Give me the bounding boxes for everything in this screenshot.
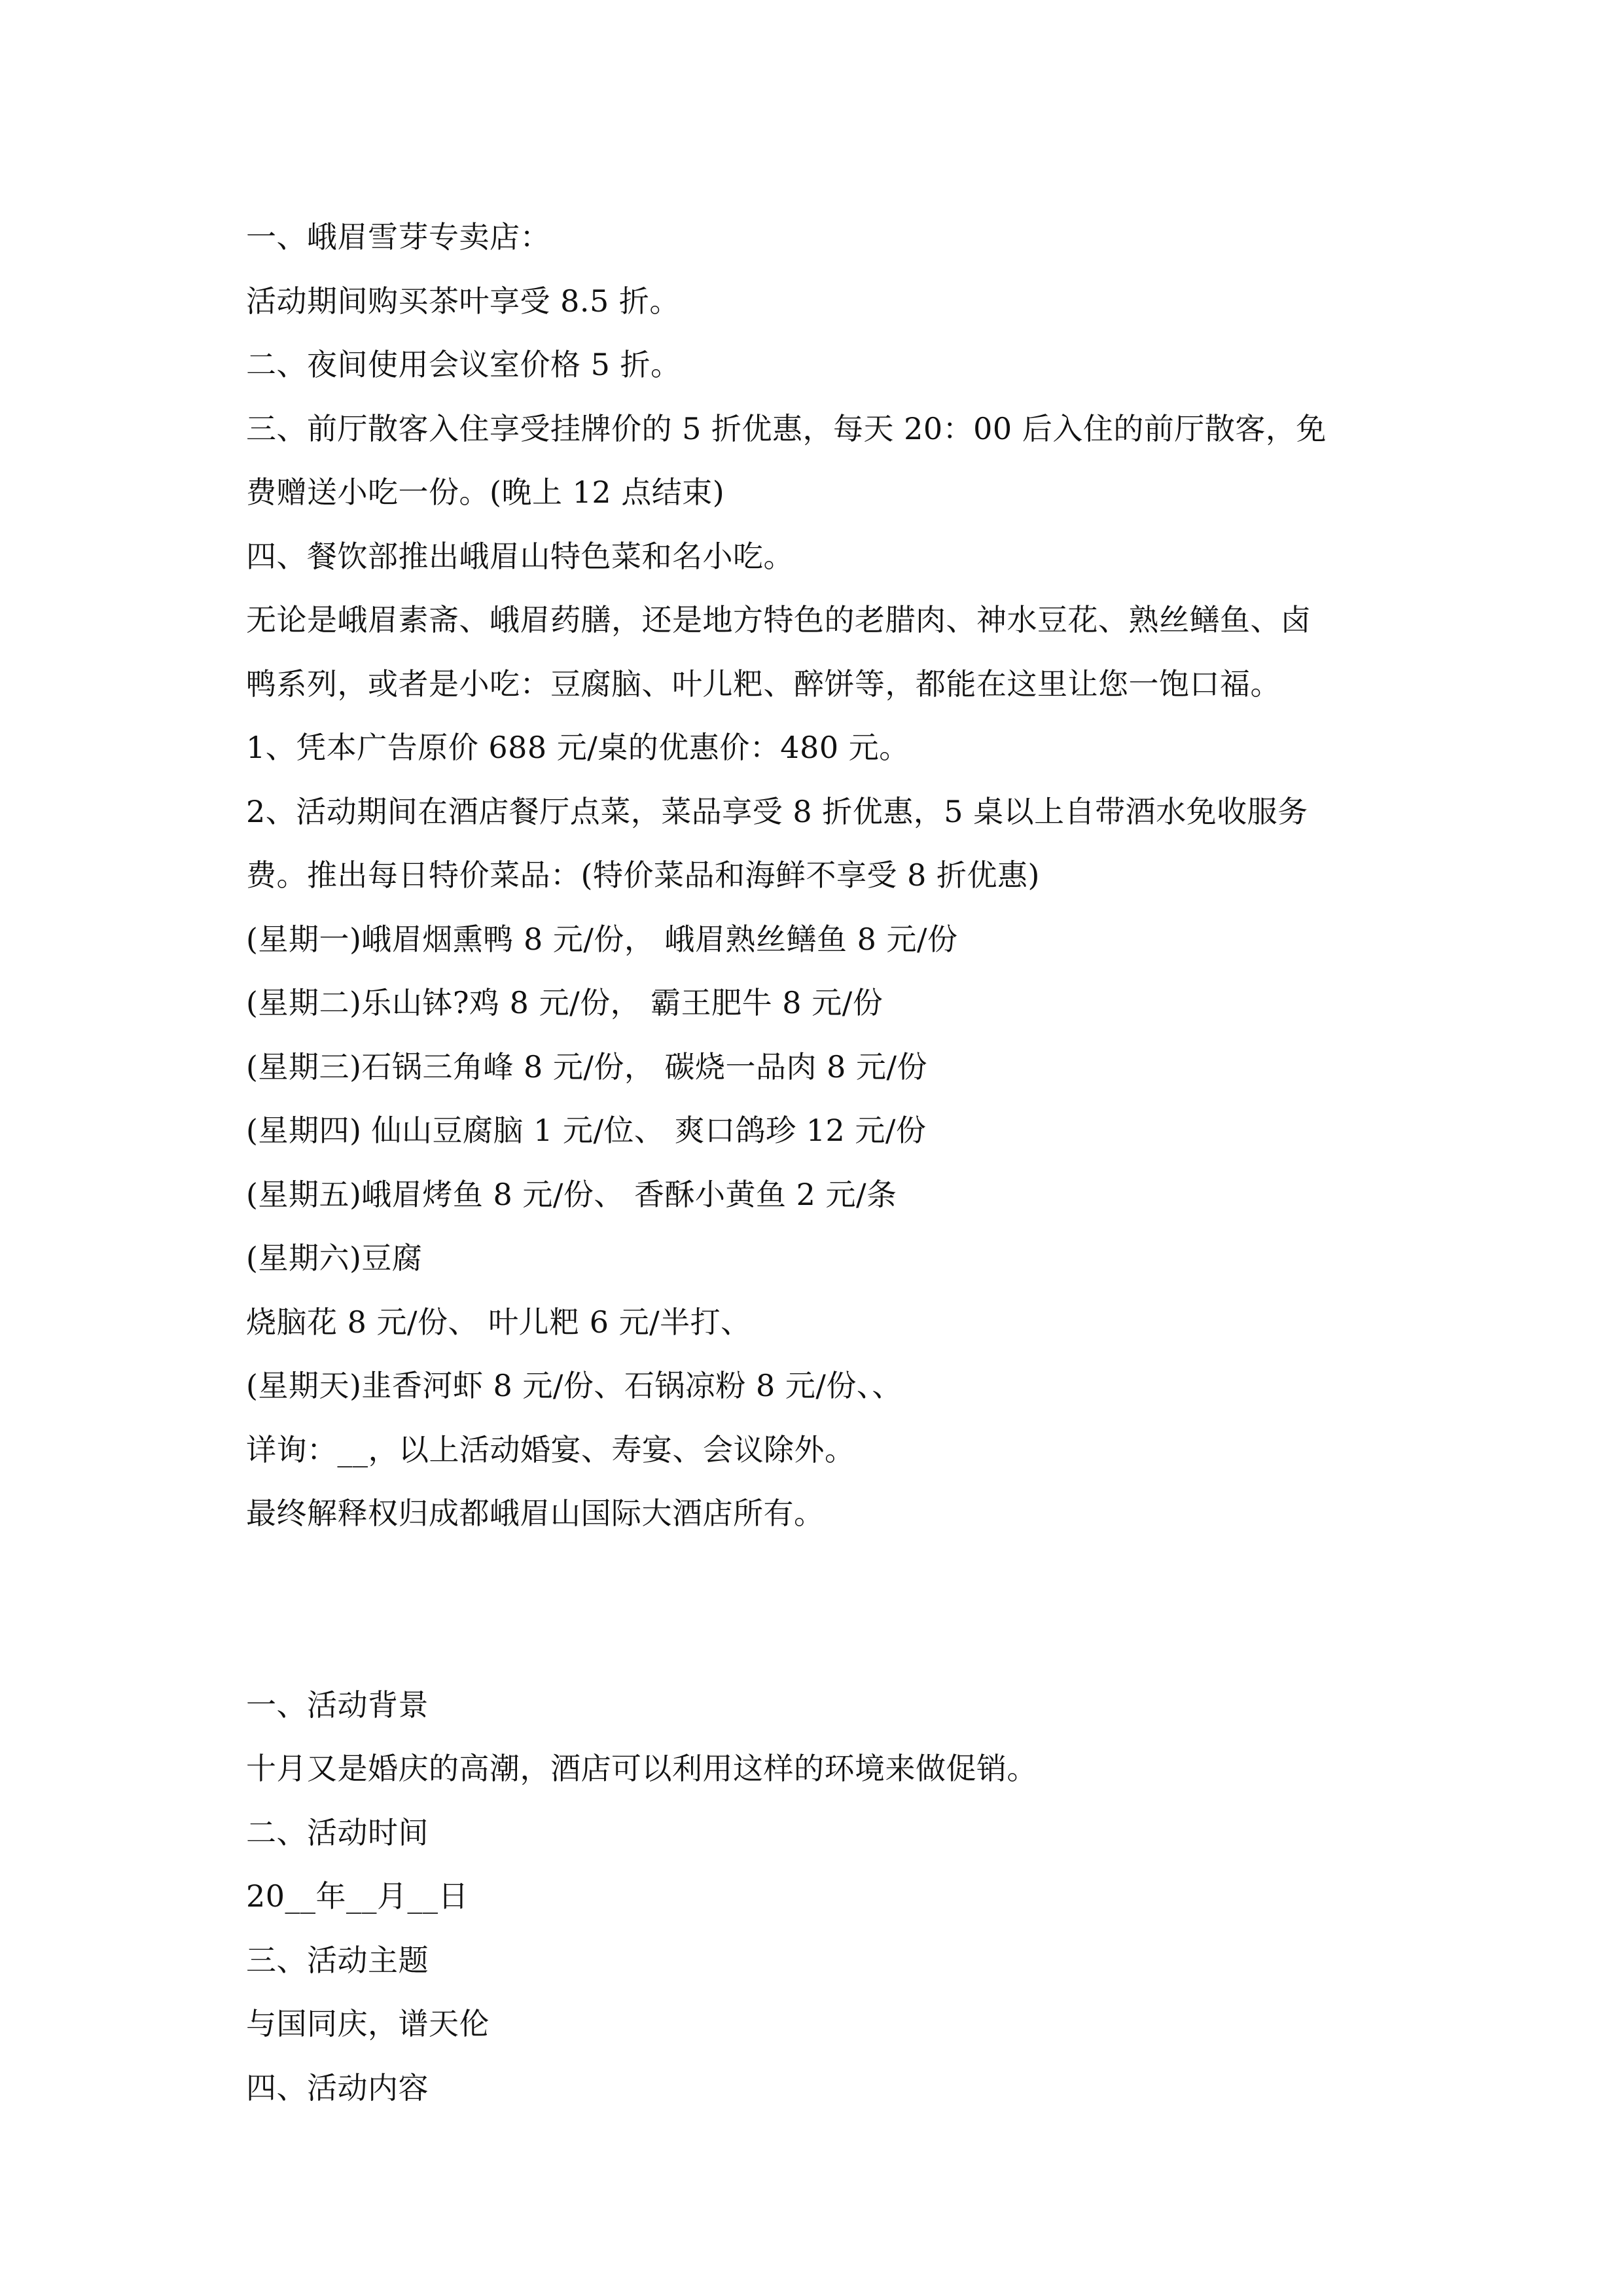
section-promotions (246, 206, 1385, 1546)
list-item: 1、凭本广告原价 688 元/桌的优惠价：480 元。 (246, 730, 910, 765)
paragraph-line: 费赠送小吃一份。(晚上 12 点结束) (246, 475, 725, 510)
section-event-plan (246, 1674, 1385, 2121)
event-date: 20__年__月__日 (246, 1878, 469, 1914)
paragraph-line: 活动期间购买茶叶享受 8.5 折。 (246, 283, 680, 319)
heading-dining: 四、餐饮部推出峨眉山特色菜和名小吃。 (246, 538, 794, 574)
heading-tea-shop: 一、峨眉雪芽专卖店： (246, 219, 550, 255)
daily-special-friday: (星期五)峨眉烤鱼 8 元/份、 香酥小黄鱼 2 元/条 (246, 1176, 897, 1212)
daily-special-sunday: (星期天)韭香河虾 8 元/份、石锅凉粉 8 元/份、、 (246, 1368, 902, 1403)
paragraph-line: 十月又是婚庆的高潮，酒店可以利用这样的环境来做促销。 (246, 1751, 1037, 1786)
daily-special-tuesday: (星期二)乐山钵?鸡 8 元/份， 霸王肥牛 8 元/份 (246, 985, 883, 1020)
paragraph-line: 鸭系列，或者是小吃：豆腐脑、叶儿粑、醉饼等，都能在这里让您一饱口福。 (246, 666, 1281, 702)
paragraph-line: 三、前厅散客入住享受挂牌价的 5 折优惠，每天 20：00 后入住的前厅散客，免 (246, 410, 1327, 446)
document-body (246, 206, 1385, 2120)
list-item: 2、活动期间在酒店餐厅点菜，菜品享受 8 折优惠，5 桌以上自带酒水免收服务 (246, 793, 1308, 829)
daily-special-thursday: (星期四) 仙山豆腐脑 1 元/位、 爽口鸽珍 12 元/份 (246, 1113, 927, 1148)
heading-background: 一、活动背景 (246, 1687, 429, 1723)
event-theme: 与国同庆，谱天伦 (246, 2006, 490, 2041)
daily-special-saturday: (星期六)豆腐 (246, 1240, 423, 1276)
paragraph-line: 二、夜间使用会议室价格 5 折。 (246, 347, 681, 382)
interpretation-note: 最终解释权归成都峨眉山国际大酒店所有。 (246, 1496, 825, 1531)
daily-special-saturday-cont: 烧脑花 8 元/份、 叶儿粑 6 元/半打、 (246, 1304, 751, 1340)
heading-content: 四、活动内容 (246, 2070, 429, 2106)
section-gap (246, 1546, 1385, 1674)
paragraph-line: 费。推出每日特价菜品：(特价菜品和海鲜不享受 8 折优惠) (246, 857, 1040, 893)
paragraph-line: 无论是峨眉素斋、峨眉药膳，还是地方特色的老腊肉、神水豆花、熟丝鳝鱼、卤 (246, 602, 1311, 637)
heading-theme: 三、活动主题 (246, 1942, 429, 1978)
daily-special-wednesday: (星期三)石锅三角峰 8 元/份， 碳烧一品肉 8 元/份 (246, 1049, 928, 1085)
daily-special-monday: (星期一)峨眉烟熏鸭 8 元/份， 峨眉熟丝鳝鱼 8 元/份 (246, 921, 958, 957)
heading-time: 二、活动时间 (246, 1814, 429, 1850)
inquiry-note: 详询：__，以上活动婚宴、寿宴、会议除外。 (246, 1431, 855, 1467)
